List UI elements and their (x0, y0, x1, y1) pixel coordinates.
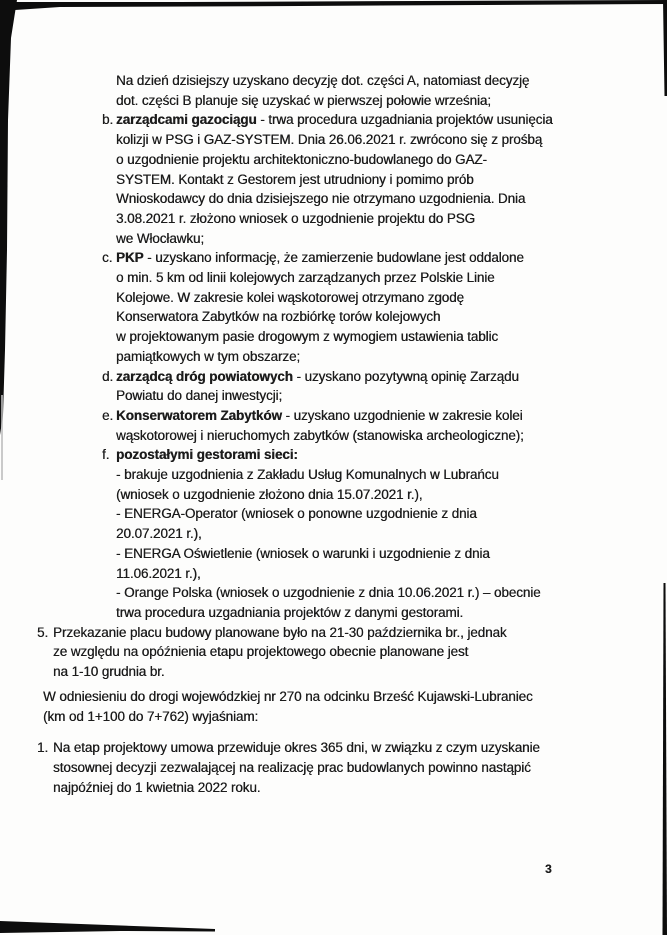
text-segment: (km od 1+100 do 7+762) wyjaśniam: (43, 708, 259, 724)
text-segment: dot. części B planuje się uzyskać w pierwszej połowie września; (116, 92, 491, 108)
text-segment: - ENERGA Oświetlenie (wniosek o warunki i uzgodnienie z dnia (116, 545, 490, 561)
text-line (116, 209, 667, 229)
text-line (116, 189, 667, 209)
text-line (116, 307, 667, 327)
text-line (116, 544, 667, 564)
scan-edge-bottom-left (0, 918, 220, 935)
doc-block-c (0, 248, 667, 366)
text-segment: Powiatu do danej inwestycji; (116, 388, 283, 404)
text-line (116, 504, 667, 524)
text-segment: w projektowanym pasie drogowym z wymogiem ustawienia tablic (116, 329, 499, 345)
text-line (116, 71, 667, 91)
text-segment: 20.07.2021 r.), (116, 526, 202, 542)
text-segment: - uzyskano uzgodnienie w zakresie kolei (281, 407, 523, 423)
text-segment: Kolejowe. W zakresie kolei wąskotorowej otrzymano zgodę (116, 289, 464, 305)
text-segment: Wnioskodawcy do dnia dzisiejszego nie otrzymano uzgodnienia. Dnia (116, 191, 526, 207)
text-segment: Konserwatora Zabytków na rozbiórkę torów kolejowych (116, 309, 441, 325)
text-segment: - brakuje uzgodnienia z Zakładu Usług Komunalnych w Lubrańcu (116, 467, 499, 483)
text-segment: - trwa procedura uzgadniania projektów usunięcia (256, 112, 553, 128)
text-line (116, 445, 667, 465)
list-marker: b. (102, 112, 114, 128)
doc-block-1 (0, 738, 667, 797)
list-marker: 5. (37, 624, 49, 640)
list-marker: c. (102, 250, 113, 266)
list-marker: f. (102, 447, 110, 463)
text-line (53, 662, 667, 682)
doc-block-d (0, 367, 667, 406)
text-line (116, 288, 667, 308)
bold-text-segment: zarządcami gazociągu (116, 112, 257, 128)
text-segment: stosownej decyzji zezwalającej na realizację prac budowlanych powinno nastąpić (53, 759, 531, 775)
text-segment: SYSTEM. Kontakt z Gestorem jest utrudniony i pomimo prób (116, 171, 474, 187)
text-segment: o uzgodnienie projektu architektoniczno-budowlanego do GAZ- (116, 151, 487, 167)
text-line (116, 426, 667, 446)
text-line (53, 642, 667, 662)
text-segment: Przekazanie placu budowy planowane było na 21-30 października br., jednak (53, 624, 507, 640)
doc-block-continuation (0, 71, 667, 110)
text-line (116, 564, 667, 584)
text-segment: na 1-10 grudnia br. (53, 664, 165, 680)
text-segment: (wniosek o uzgodnienie złożono dnia 15.07.2021 r.), (116, 486, 423, 502)
text-line (116, 465, 667, 485)
bold-text-segment: pozostałymi gestorami sieci: (116, 447, 298, 463)
text-segment: Na dzień dzisiejszy uzyskano decyzję dot. części A, natomiast decyzję (116, 73, 530, 88)
bold-text-segment: zarządcą dróg powiatowych (116, 368, 293, 384)
text-segment: - ENERGA-Operator (wniosek o ponowne uzgodnienie z dnia (116, 506, 477, 522)
text-line (53, 738, 667, 758)
text-line (116, 524, 667, 544)
bold-text-segment: Konserwatorem Zabytków (116, 407, 282, 423)
text-segment: trwa procedura uzgadniania projektów z danymi gestorami. (116, 604, 464, 620)
text-segment: kolizji w PSG i GAZ-SYSTEM. Dnia 26.06.2021 r. zwrócono się z prośbą (116, 132, 543, 148)
text-segment: - uzyskano informację, że zamierzenie budowlane jest oddalone (143, 250, 524, 266)
list-marker: e. (102, 407, 114, 423)
text-segment: - Orange Polska (wniosek o uzgodnienie z dnia 10.06.2021 r.) – obecnie (116, 585, 541, 601)
text-line (116, 150, 667, 170)
doc-block-f (0, 445, 667, 622)
text-line (116, 248, 667, 268)
text-line (116, 603, 667, 623)
text-line (116, 367, 667, 387)
list-marker: d. (102, 368, 114, 384)
doc-block-5 (0, 623, 667, 682)
text-line (116, 110, 667, 130)
text-line (116, 130, 667, 150)
doc-block-e (0, 406, 667, 445)
text-line (53, 778, 667, 798)
text-line (116, 170, 667, 190)
text-segment: W odniesieniu do drogi wojewódzkiej nr 270 na odcinku Brześć Kujawski-Lubraniec (43, 688, 533, 704)
text-line (43, 707, 667, 727)
text-segment: najpóźniej do 1 kwietnia 2022 roku. (53, 779, 261, 795)
bold-text-segment: PKP (116, 250, 144, 266)
text-segment: 3.08.2021 r. złożono wniosek o uzgodnienie projektu do PSG (116, 210, 475, 226)
text-line (53, 758, 667, 778)
list-marker: 1. (37, 740, 49, 756)
text-line (116, 347, 667, 367)
text-line (116, 386, 667, 406)
text-segment: pamiątkowych w tym obszarze; (116, 348, 301, 364)
text-segment: Na etap projektowy umowa przewiduje okres 365 dni, w związku z czym uzyskanie (53, 740, 540, 756)
text-line (116, 268, 667, 288)
text-segment: we Włocławku; (116, 230, 204, 246)
text-line (116, 229, 667, 249)
page-number: 3 (545, 862, 552, 876)
doc-block-paragraph (0, 687, 667, 726)
text-line (53, 623, 667, 643)
text-line (116, 583, 667, 603)
text-line (116, 406, 667, 426)
text-segment: o min. 5 km od linii kolejowych zarządzanych przez Polskie Linie (116, 270, 495, 286)
text-segment: - uzyskano pozytywną opinię Zarządu (292, 368, 519, 384)
text-segment: ze względu na opóźnienia etapu projektowego obecnie planowane jest (53, 644, 469, 660)
text-line (116, 91, 667, 111)
text-line (43, 687, 667, 707)
text-segment: 11.06.2021 r.), (116, 565, 201, 581)
text-line (116, 485, 667, 505)
text-segment: wąskotorowej i nieruchomych zabytków (stanowiska archeologiczne); (116, 427, 524, 443)
doc-block-b (0, 110, 667, 248)
text-line (116, 327, 667, 347)
